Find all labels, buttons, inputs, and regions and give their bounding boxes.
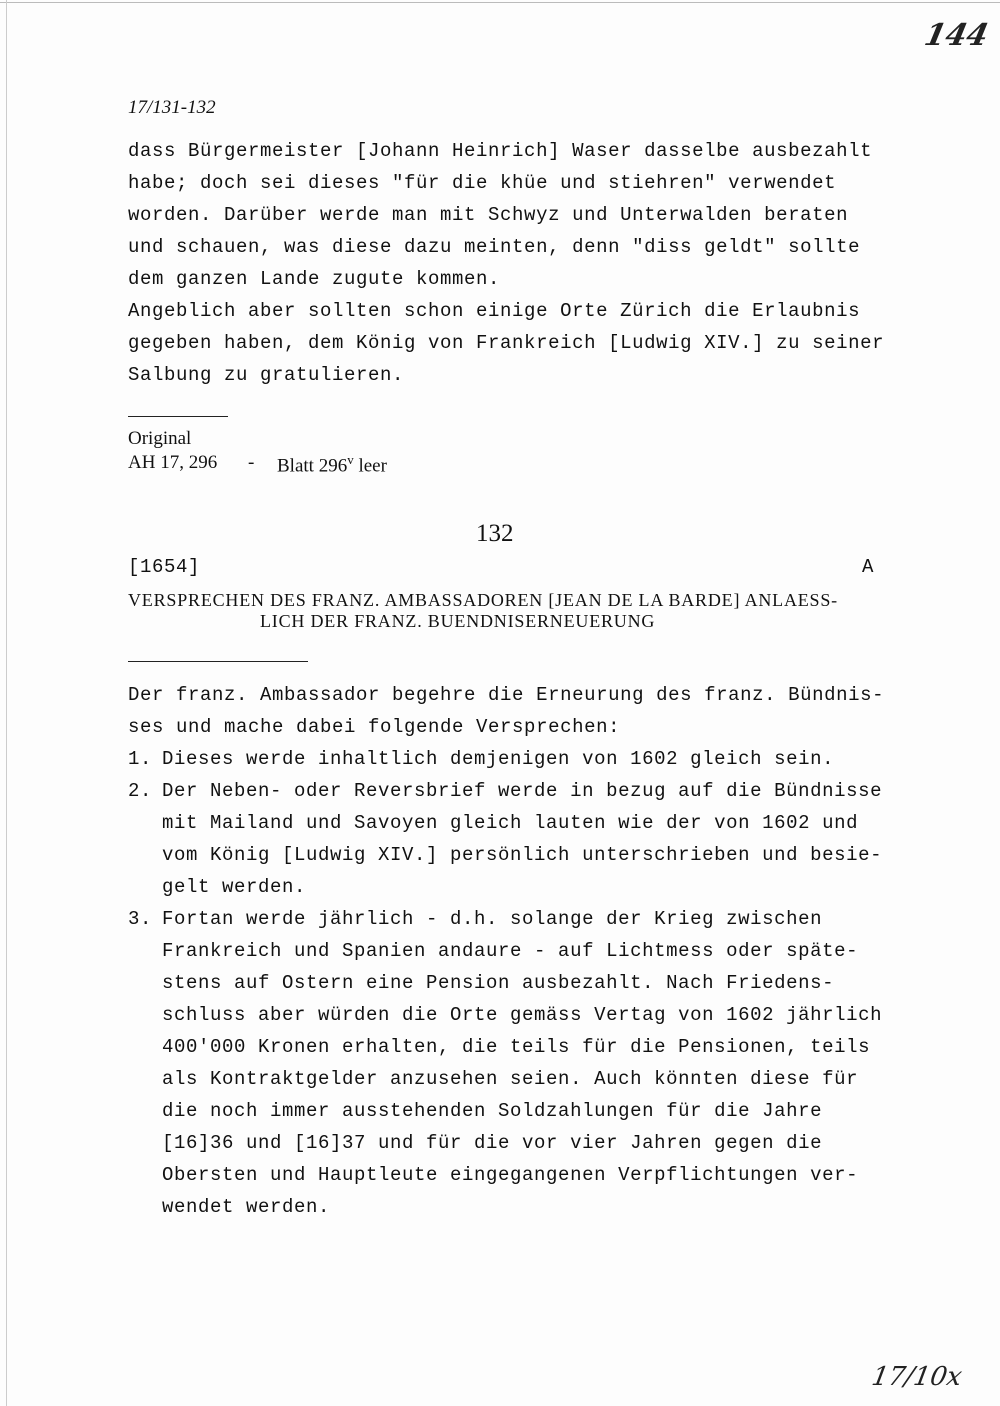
source-archive: AH 17, 296 [128, 452, 218, 473]
item-number: 3. [128, 908, 153, 930]
text-line: habe; doch sei dieses "für die khüe und stiehren" verwendet [128, 172, 837, 194]
intro-line: ses und mache dabei folgende Versprechen: [128, 716, 621, 738]
text-line: worden. Darüber werde man mit Schwyz und Unterwalden beraten [128, 204, 849, 226]
title-rule [128, 661, 308, 662]
item-line: vom König [Ludwig XIV.] persönlich unterschrieben und besie- [162, 844, 883, 866]
item-line: stens auf Ostern eine Pension ausbezahlt. Nach Friedens- [162, 972, 835, 994]
text-line: dem ganzen Lande zugute kommen. [128, 268, 501, 290]
item-line: Dieses werde inhaltlich demjenigen von 1602 gleich sein. [162, 748, 835, 770]
text-line: gegeben haben, dem König von Frankreich [Ludwig XIV.] zu seiner [128, 332, 885, 354]
item-line: als Kontraktgelder anzusehen seien. Auch könnten diese für [162, 1068, 859, 1090]
item-line: wendet werden. [162, 1196, 331, 1218]
item-line: Fortan werde jährlich - d.h. solange der Krieg zwischen [162, 908, 823, 930]
section-rule [128, 416, 228, 417]
item-line: schluss aber würden die Orte gemäss Vertag von 1602 jährlich [162, 1004, 883, 1026]
entry-title-line1: VERSPRECHEN DES FRANZ. AMBASSADOREN [JEAN DE LA BARDE] ANLAESS- [128, 590, 838, 610]
folio-number-handwritten: 144 [921, 18, 992, 53]
entry-number: 132 [476, 520, 514, 547]
item-line: Frankreich und Spanien andaure - auf Lichtmess oder späte- [162, 940, 859, 962]
entry-title-line2: LICH DER FRANZ. BUENDNISERNEUERUNG [260, 611, 656, 631]
item-number: 1. [128, 748, 153, 770]
item-line: mit Mailand und Savoyen gleich lauten wie der von 1602 und [162, 812, 859, 834]
intro-line: Der franz. Ambassador begehre die Erneurung des franz. Bündnis- [128, 684, 885, 706]
text-line: dass Bürgermeister [Johann Heinrich] Waser dasselbe ausbezahlt [128, 140, 873, 162]
item-line: 400'000 Kronen erhalten, die teils für die Pensionen, teils [162, 1036, 871, 1058]
entry-marker: A [862, 556, 875, 578]
text-line: Angeblich aber sollten schon einige Orte Zürich die Erlaubnis [128, 300, 861, 322]
source-blatt [277, 452, 387, 477]
entry-date: [1654] [128, 556, 201, 578]
text-line: Salbung zu gratulieren. [128, 364, 405, 386]
blatt-text: Blatt 296 [277, 455, 348, 477]
blatt-superscript: v [347, 452, 354, 467]
scan-left-edge [6, 0, 7, 1406]
item-line: Obersten und Hauptleute eingegangenen Verpflichtungen ver- [162, 1164, 859, 1186]
item-line: [16]36 und [16]37 und für die vor vier Jahren gegen die [162, 1132, 823, 1154]
text-line: und schauen, was diese dazu meinten, denn "diss geldt" sollte [128, 236, 861, 258]
footer-handwritten-reference: 17/10x [869, 1362, 965, 1392]
item-line: die noch immer ausstehenden Soldzahlungen für die Jahre [162, 1100, 823, 1122]
page-reference: 17/131-132 [128, 97, 216, 118]
blatt-leer: leer [358, 455, 387, 477]
item-line: gelt werden. [162, 876, 307, 898]
source-label: Original [128, 428, 192, 449]
source-dash: - [248, 452, 255, 473]
item-number: 2. [128, 780, 153, 802]
item-line: Der Neben- oder Reversbrief werde in bezug auf die Bündnisse [162, 780, 883, 802]
scan-top-edge [0, 2, 1000, 3]
